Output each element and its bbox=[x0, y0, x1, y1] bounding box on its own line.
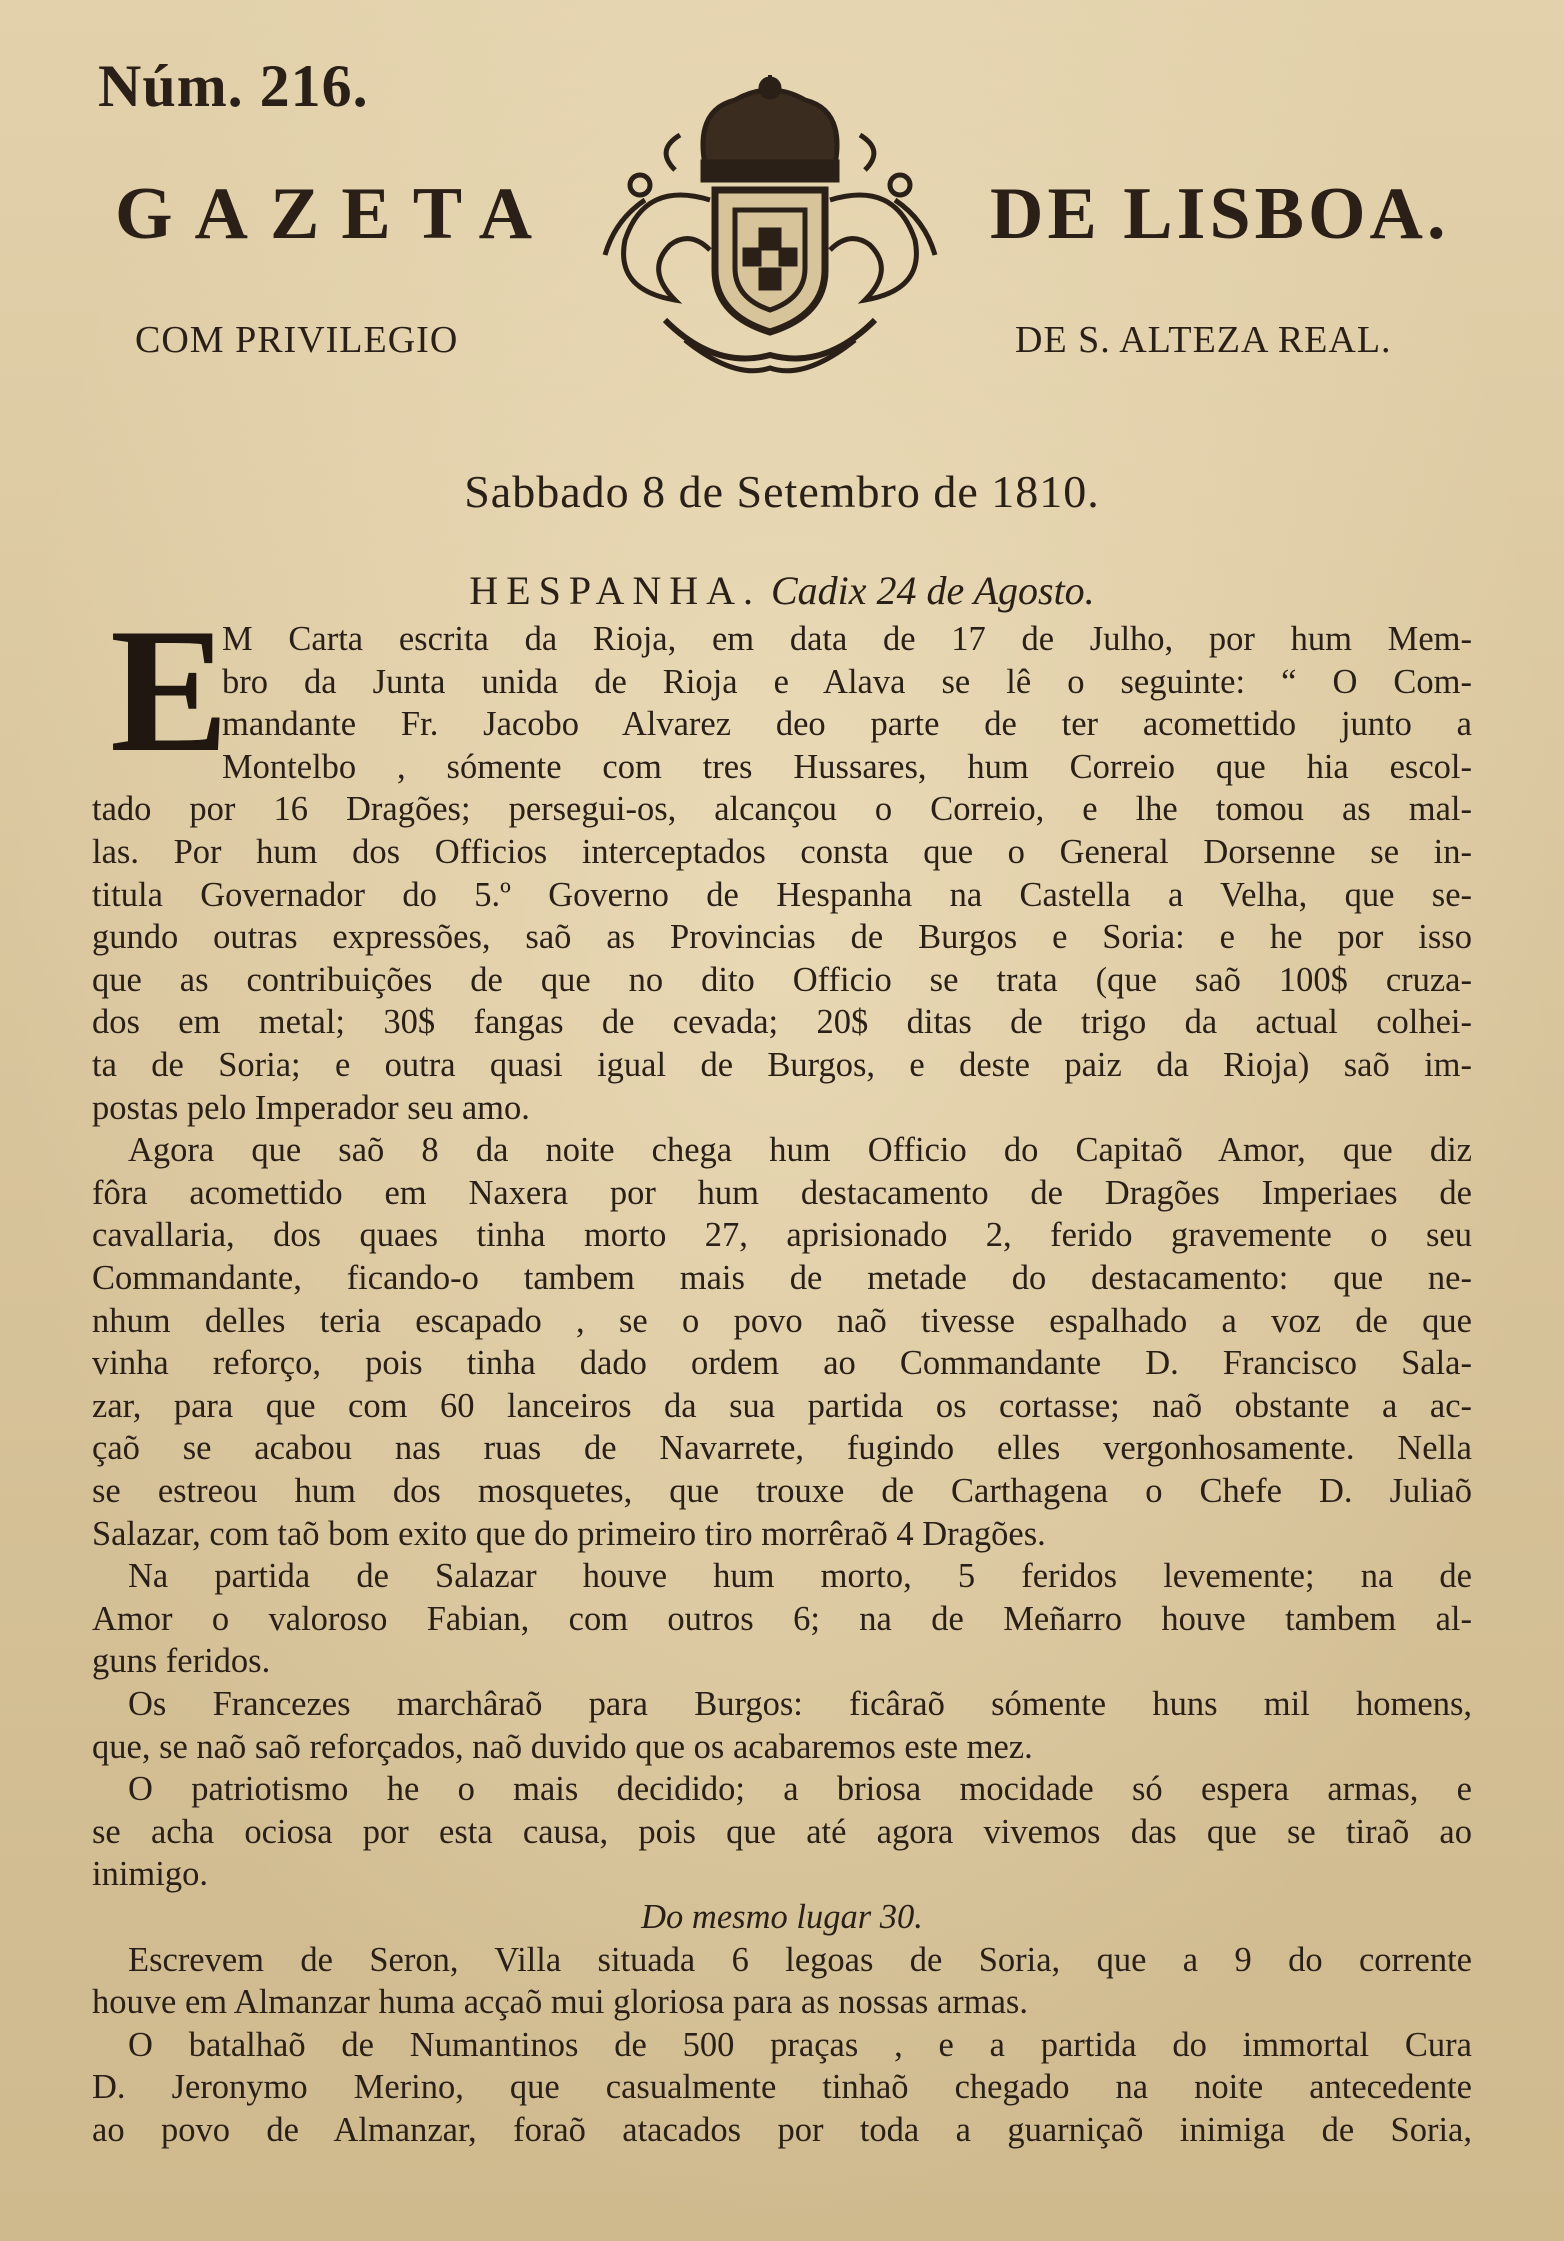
text-line: tado por 16 Dragões; persegui-os, alcançou o Correio, e lhe tomou as mal- bbox=[92, 790, 1472, 828]
text-line: Do mesmo lugar 30. bbox=[641, 1898, 923, 1936]
text-line: Amor o valoroso Fabian, com outros 6; na de Meñarro houve tambem al- bbox=[92, 1600, 1472, 1638]
text-line: Montelbo , sómente com tres Hussares, hum Correio que hia escol- bbox=[222, 748, 1472, 786]
text-line: Na partida de Salazar houve hum morto, 5 feridos levemente; na de bbox=[128, 1557, 1472, 1595]
masthead-title-left: GAZETA bbox=[115, 173, 555, 255]
drop-cap: E bbox=[110, 591, 229, 789]
masthead-title-right: DE LISBOA. bbox=[990, 173, 1450, 255]
text-line: ao povo de Almanzar, foraõ atacados por toda a guarniçaõ inimiga de Soria, bbox=[92, 2111, 1472, 2149]
section-country: HESPANHA. bbox=[469, 568, 761, 613]
text-line: se acha ociosa por esta causa, pois que até agora vivemos das que se tiraõ ao bbox=[92, 1813, 1472, 1851]
privilege-right: DE S. ALTEZA REAL. bbox=[1015, 319, 1392, 361]
section-place-date: Cadix 24 de Agosto. bbox=[770, 568, 1095, 613]
text-line: Escrevem de Seron, Villa situada 6 legoas de Soria, que a 9 do corrente bbox=[128, 1941, 1472, 1979]
issue-date: Sabbado 8 de Setembro de 1810. bbox=[464, 466, 1100, 517]
text-line: zar, para que com 60 lanceiros da sua partida os cortasse; naõ obstante a ac- bbox=[92, 1387, 1472, 1425]
text-line: cavallaria, dos quaes tinha morto 27, aprisionado 2, ferido gravemente o seu bbox=[92, 1216, 1472, 1254]
text-line: D. Jeronymo Merino, que casualmente tinhaõ chegado na noite antecedente bbox=[92, 2068, 1472, 2106]
text-line: mandante Fr. Jacobo Alvarez deo parte de ter acomettido junto a bbox=[222, 705, 1472, 743]
issue-number: Núm. 216. bbox=[98, 53, 369, 119]
text-line: Os Francezes marchâraõ para Burgos: ficâraõ sómente huns mil homens, bbox=[128, 1685, 1472, 1723]
text-line: bro da Junta unida de Rioja e Alava se lê o seguinte: “ O Com- bbox=[222, 663, 1472, 701]
text-line: O batalhaõ de Numantinos de 500 praças , e a partida do immortal Cura bbox=[128, 2026, 1472, 2064]
text-line: dos em metal; 30$ fangas de cevada; 20$ ditas de trigo da actual colhei- bbox=[92, 1003, 1472, 1041]
text-line: postas pelo Imperador seu amo. bbox=[92, 1089, 530, 1127]
text-line: inimigo. bbox=[92, 1855, 208, 1893]
text-line: que as contribuições de que no dito Officio se trata (que saõ 100$ cruza- bbox=[92, 961, 1472, 999]
section-dateline bbox=[0, 567, 1564, 614]
text-line: houve em Almanzar huma acçaõ mui gloriosa para as nossas armas. bbox=[92, 1983, 1028, 2021]
text-line: Salazar, com taõ bom exito que do primeiro tiro morrêraõ 4 Dragões. bbox=[92, 1515, 1046, 1553]
text-line: guns feridos. bbox=[92, 1642, 271, 1680]
text-line: M Carta escrita da Rioja, em data de 17 de Julho, por hum Mem- bbox=[222, 620, 1472, 658]
text-line: ta de Soria; e outra quasi igual de Burgos, e deste paiz da Rioja) saõ im- bbox=[92, 1046, 1472, 1084]
privilege-left: COM PRIVILEGIO bbox=[135, 319, 459, 361]
royal-crest-emblem bbox=[585, 70, 955, 375]
text-line: Agora que saõ 8 da noite chega hum Officio do Capitaõ Amor, que diz bbox=[128, 1131, 1472, 1169]
text-line: se estreou hum dos mosquetes, que trouxe de Carthagena o Chefe D. Juliaõ bbox=[92, 1472, 1472, 1510]
text-line: gundo outras expressões, saõ as Provincias de Burgos e Soria: e he por isso bbox=[92, 918, 1472, 956]
text-line: titula Governador do 5.º Governo de Hespanha na Castella a Velha, que se- bbox=[92, 876, 1472, 914]
text-line: las. Por hum dos Officios interceptados consta que o General Dorsenne se in- bbox=[92, 833, 1472, 871]
text-line: que, se naõ saõ reforçados, naõ duvido que os acabaremos este mez. bbox=[92, 1728, 1033, 1766]
text-line: O patriotismo he o mais decidido; a briosa mocidade só espera armas, e bbox=[128, 1770, 1472, 1808]
text-line: fôra acomettido em Naxera por hum destacamento de Dragões Imperiaes de bbox=[92, 1174, 1472, 1212]
text-line: nhum delles teria escapado , se o povo naõ tivesse espalhado a voz de que bbox=[92, 1302, 1472, 1340]
text-line: çaõ se acabou nas ruas de Navarrete, fugindo elles vergonhosamente. Nella bbox=[92, 1429, 1472, 1467]
text-line: vinha reforço, pois tinha dado ordem ao Commandante D. Francisco Sala- bbox=[92, 1344, 1472, 1382]
text-line: Commandante, ficando-o tambem mais de metade do destacamento: que ne- bbox=[92, 1259, 1472, 1297]
